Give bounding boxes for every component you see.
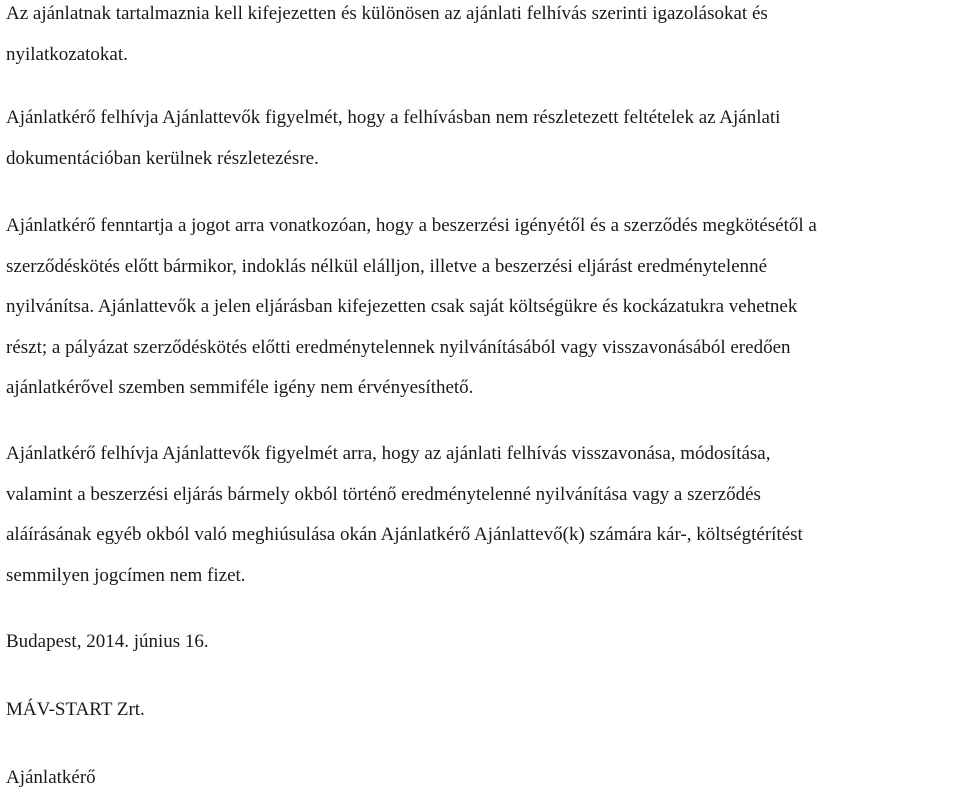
text-line: Ajánlatkérő felhívja Ajánlattevők figyelmét arra, hogy az ajánlati felhívás visszavonása, módosítása, [6,443,771,464]
text-line: valamint a beszerzési eljárás bármely okból történő eredménytelenné nyilvánítása vagy a szerződés [6,483,761,505]
text-line: részt; a pályázat szerződéskötés előtti eredménytelennek nyilvánításából vagy visszavonásából eredően [6,336,791,358]
text-line: aláírásának egyéb okból való meghiúsulása okán Ajánlatkérő Ajánlattevő(k) számára kár-, költségtérítést [6,524,803,545]
organization-name [6,690,956,731]
text-line: dokumentációban kerülnek részletezésre. [6,147,319,169]
text-line: ajánlatkérővel szemben semmiféle igény nem érvényesíthető. [6,377,474,398]
document-page [6,0,956,792]
text-line: Ajánlatkérő fenntartja a jogot arra vonatkozóan, hogy a beszerzési igényétől és a szerződés megkötésétől a [6,215,817,236]
paragraph-required-documents [6,0,956,75]
text-line: semmilyen jogcímen nem fizet. [6,564,246,586]
paragraph-withdrawal-rights [6,206,956,409]
text-line: szerződéskötés előtt bármikor, indoklás nélkül elálljon, illetve a beszerzési eljárást eredménytelenné [6,255,768,277]
text-line: nyilatkozatokat. [6,43,128,65]
paragraph-documentation-notice [6,98,956,179]
text-line: Ajánlatkérő felhívja Ajánlattevők figyelmét, hogy a felhívásban nem részletezett feltételek az Ajánlati [6,107,781,128]
place-and-date [6,622,956,663]
text-line: MÁV-START Zrt. [6,699,145,720]
signer-role [6,758,956,799]
paragraph-no-compensation [6,434,956,596]
text-line: nyilvánítsa. Ajánlattevők a jelen eljárásban kifejezetten csak saját költségükre és kockázatukra vehetnek [6,296,798,317]
text-line: Budapest, 2014. június 16. [6,631,209,652]
text-line: Ajánlatkérő [6,767,96,788]
text-line: Az ajánlatnak tartalmaznia kell kifejezetten és különösen az ajánlati felhívás szerinti igazolásokat és [6,3,768,24]
